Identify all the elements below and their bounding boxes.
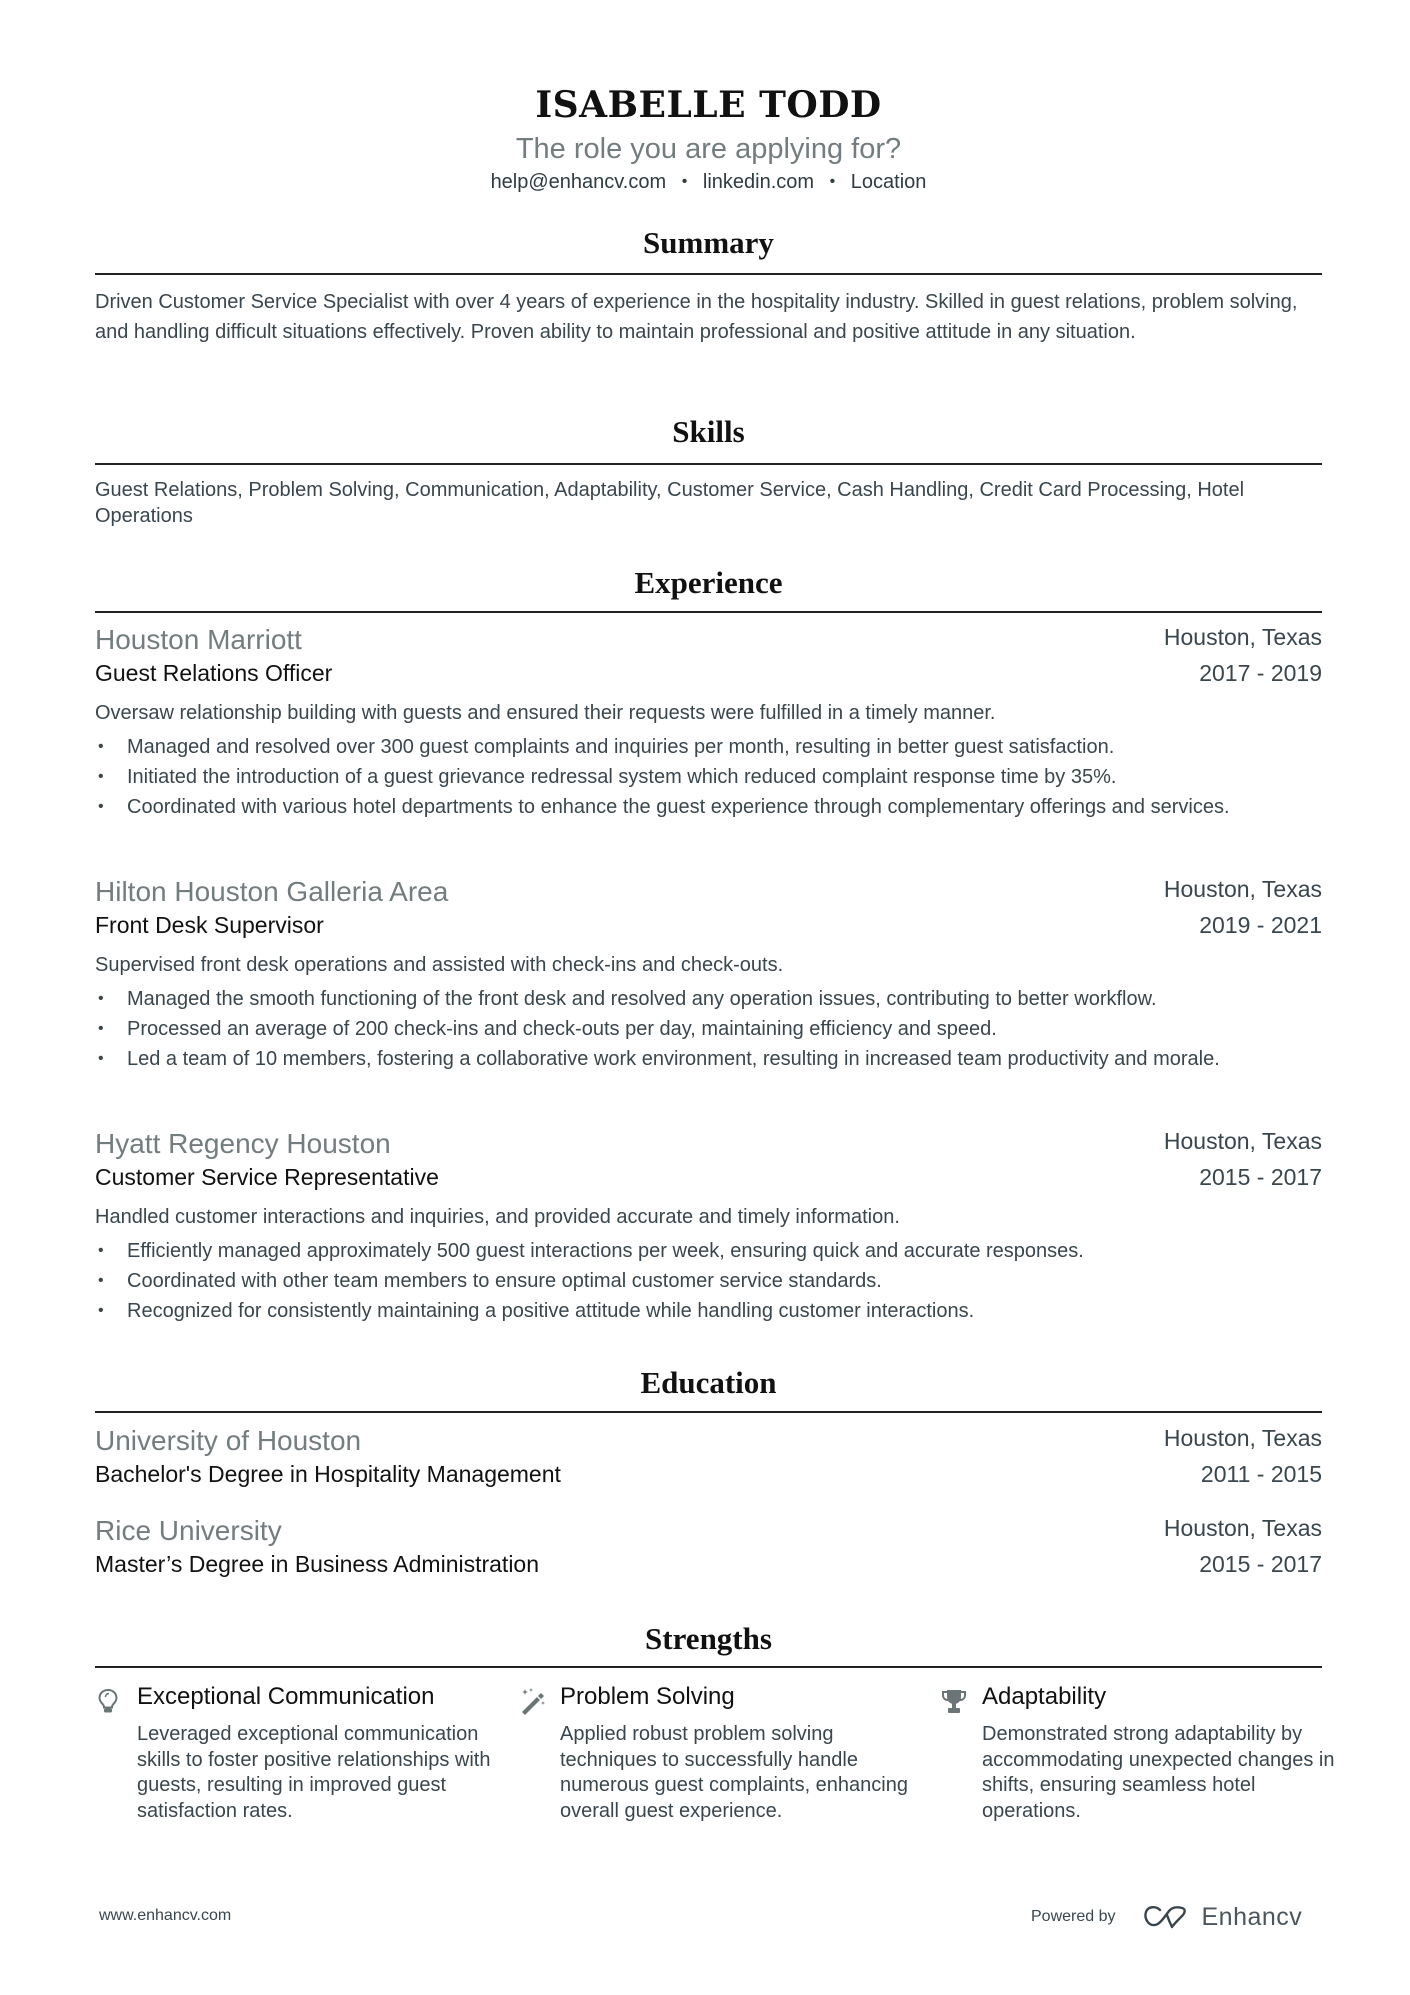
magic-wand-icon [518,1687,544,1715]
education-entry [95,1425,1322,1495]
section-heading-strengths: Strengths [645,1621,772,1656]
achievement-item: • Led a team of 10 members, fostering a collaborative work environment, resulting in increased team productivity and morale. [95,1044,1322,1074]
separator-dot: • [829,173,836,190]
entry-header [95,876,1322,912]
contact-linkedin[interactable]: linkedin.com [702,171,815,193]
school-name: University of Houston [95,1425,362,1456]
enhancv-logo-icon [1142,1904,1190,1930]
section-heading-experience: Experience [634,565,783,600]
job-title: Customer Service Representative [95,1164,439,1190]
job-description: Supervised front desk operations and assisted with check-ins and check-outs. [95,954,784,976]
entry-header [95,1128,1322,1164]
job-dates: 2015 - 2017 [1199,1164,1322,1190]
section-divider [95,1666,1322,1668]
company-name: Houston Marriott [95,624,302,655]
strength-title: Adaptability [982,1683,1107,1710]
entry-subheader [95,1164,1322,1198]
candidate-name: ISABELLE TODD [535,84,882,126]
company-name: Hilton Houston Galleria Area [95,876,449,907]
section-heading-skills: Skills [672,414,745,449]
powered-by-badge[interactable] [1031,1903,1302,1931]
job-title: Guest Relations Officer [95,660,333,686]
job-description: Oversaw relationship building with guests and ensured their requests were fulfilled in a timely manner. [95,702,996,724]
target-role: The role you are applying for? [515,133,902,165]
school-location: Houston, Texas [1163,1425,1322,1451]
skills-list: Guest Relations, Problem Solving, Communication, Adaptability, Customer Service, Cash Handling, Credit Card Processing, Hotel Operations [95,479,1245,527]
job-dates: 2019 - 2021 [1199,912,1322,938]
job-description: Handled customer interactions and inquiries, and provided accurate and timely information. [95,1206,900,1228]
school-name: Rice University [95,1515,282,1546]
entry-header [95,624,1322,660]
experience-entry [95,876,1322,1074]
study-dates: 2015 - 2017 [1199,1551,1322,1577]
trophy-icon [940,1687,966,1715]
achievement-item: • Coordinated with other team members to ensure optimal customer service standards. [95,1266,1322,1296]
entry-subheader [95,1551,1322,1585]
footer-website-link[interactable]: www.enhancv.com [99,1907,232,1924]
job-location: Houston, Texas [1163,624,1322,650]
entry-header [95,1515,1322,1551]
section-divider [95,611,1322,613]
achievement-list [95,1236,1322,1326]
entry-subheader [95,912,1322,946]
achievement-list [95,732,1322,822]
summary-text: Driven Customer Service Specialist with over 4 years of experience in the hospitality industry. Skilled in guest relations, problem solving, and handling difficult situations effectively. Proven ability to maintain professional and positive attitude in any situation. [95,291,1298,343]
enhancv-brand: Enhancv [1201,1902,1303,1931]
achievement-list [95,984,1322,1074]
job-dates: 2017 - 2019 [1199,660,1322,686]
section-heading-summary: Summary [643,225,774,260]
achievement-item: • Managed the smooth functioning of the front desk and resolved any operation issues, contributing to better workflow. [95,984,1322,1014]
strength-title: Exceptional Communication [137,1683,435,1710]
lightbulb-icon [95,1687,121,1715]
contact-line [95,171,1322,194]
strength-title: Problem Solving [560,1683,735,1710]
experience-entry [95,1128,1322,1326]
job-location: Houston, Texas [1163,876,1322,902]
entry-subheader [95,1461,1322,1495]
achievement-item: • Managed and resolved over 300 guest complaints and inquiries per month, resulting in better guest satisfaction. [95,732,1322,762]
achievement-item: • Processed an average of 200 check-ins and check-outs per day, maintaining efficiency and speed. [95,1014,1322,1044]
strength-description: Applied robust problem solving techniques to successfully handle numerous guest complaints, enhancing overall guest experience. [560,1723,908,1822]
degree: Master’s Degree in Business Administration [95,1551,540,1577]
contact-email[interactable]: help@enhancv.com [490,171,667,193]
degree: Bachelor's Degree in Hospitality Management [95,1461,561,1487]
entry-header [95,1425,1322,1461]
strength-description: Demonstrated strong adaptability by accommodating unexpected changes in shifts, ensuring seamless hotel operations. [982,1723,1335,1822]
achievement-item: • Recognized for consistently maintaining a positive attitude while handling customer interactions. [95,1296,1322,1326]
school-location: Houston, Texas [1163,1515,1322,1541]
achievement-item: • Coordinated with various hotel departments to enhance the guest experience through complementary offerings and services. [95,792,1322,822]
section-divider [95,463,1322,465]
contact-location: Location [850,171,927,193]
section-divider [95,1411,1322,1413]
study-dates: 2011 - 2015 [1200,1461,1322,1487]
separator-dot: • [681,173,688,190]
job-title: Front Desk Supervisor [95,912,324,938]
powered-by-label: Powered by [1031,1908,1116,1925]
achievement-item: • Initiated the introduction of a guest grievance redressal system which reduced complaint response time by 35%. [95,762,1322,792]
section-divider [95,273,1322,275]
strength-description: Leveraged exceptional communication skills to foster positive relationships with guests, resulting in improved guest satisfaction rates. [137,1723,491,1822]
education-entry [95,1515,1322,1585]
achievement-item: • Efficiently managed approximately 500 guest interactions per week, ensuring quick and accurate responses. [95,1236,1322,1266]
section-heading-education: Education [640,1365,777,1400]
entry-subheader [95,660,1322,694]
job-location: Houston, Texas [1163,1128,1322,1154]
experience-entry [95,624,1322,822]
company-name: Hyatt Regency Houston [95,1128,391,1159]
